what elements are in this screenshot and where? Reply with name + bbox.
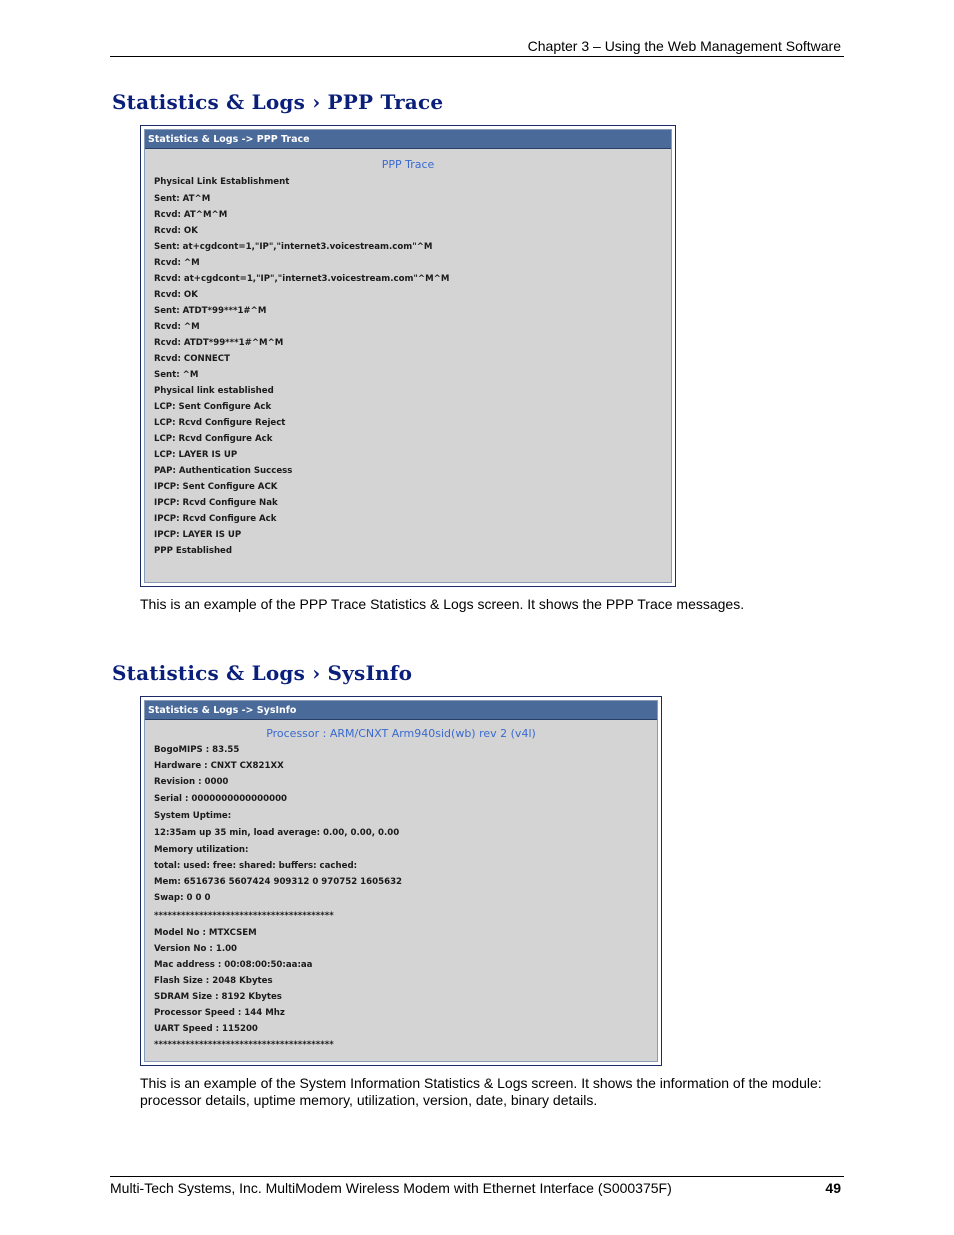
ppp-caption: This is an example of the PPP Trace Statistics & Logs screen. It shows the PPP Trace messages. [140, 596, 745, 612]
ppp-log-line: LCP: Rcvd Configure Reject [154, 418, 286, 428]
ppp-log-line: Sent: ^M [154, 370, 199, 380]
page-number: 49 [825, 1180, 841, 1196]
ppp-log-line: LCP: Sent Configure Ack [154, 402, 272, 412]
footer-company: Multi-Tech Systems, Inc. MultiModem Wireless Modem with Ethernet Interface (S000375F) [110, 1180, 672, 1196]
ppp-log-line: Sent: at+cgdcont=1,"IP","internet3.voicestream.com"^M [154, 242, 433, 252]
ppp-log-line: IPCP: Rcvd Configure Nak [154, 498, 278, 508]
sysinfo-panel [144, 700, 658, 1062]
ppp-log-line: Rcvd: AT^M^M [154, 210, 228, 220]
sysinfo-screenshot [140, 696, 662, 1066]
ppp-log-line: LCP: Rcvd Configure Ack [154, 434, 273, 444]
ppp-log-line: PPP Established [154, 546, 233, 556]
ppp-log-line: Rcvd: ^M [154, 322, 200, 332]
ppp-log-line: Physical Link Establishment [154, 177, 290, 187]
sysinfo-log-line: Swap: 0 0 0 [154, 893, 211, 903]
sysinfo-log-line: UART Speed : 115200 [154, 1024, 258, 1034]
sysinfo-log-line: Revision : 0000 [154, 777, 229, 787]
ppp-log-line: Rcvd: OK [154, 226, 198, 236]
ppp-log-line: Rcvd: OK [154, 290, 198, 300]
ppp-log-line: Rcvd: ^M [154, 258, 200, 268]
ppp-panel-titlebar: Statistics & Logs -> PPP Trace [145, 130, 671, 149]
ppp-log-line: LCP: LAYER IS UP [154, 450, 238, 460]
sysinfo-panel-titlebar: Statistics & Logs -> SysInfo [145, 701, 657, 720]
ppp-log-line: Rcvd: at+cgdcont=1,"IP","internet3.voicestream.com"^M^M [154, 274, 450, 284]
footer-divider [110, 1176, 844, 1177]
sysinfo-log-line: Model No : MTXCSEM [154, 928, 257, 938]
ppp-log-line: Physical link established [154, 386, 274, 396]
sysinfo-log-line: Hardware : CNXT CX821XX [154, 761, 284, 771]
ppp-log-line: IPCP: Rcvd Configure Ack [154, 514, 277, 524]
ppp-section-title: Statistics & Logs › PPP Trace [112, 90, 444, 114]
sysinfo-log-line: Memory utilization: [154, 845, 249, 855]
ppp-log-line: PAP: Authentication Success [154, 466, 293, 476]
sysinfo-log-line: 12:35am up 35 min, load average: 0.00, 0.00, 0.00 [154, 828, 400, 838]
ppp-log-line: IPCP: Sent Configure ACK [154, 482, 278, 492]
ppp-log-line: IPCP: LAYER IS UP [154, 530, 242, 540]
sysinfo-log-line: Mac address : 00:08:00:50:aa:aa [154, 960, 313, 970]
sysinfo-log-line: Processor Speed : 144 Mhz [154, 1008, 285, 1018]
ppp-log-line: Sent: AT^M [154, 194, 211, 204]
sysinfo-log-line: total: used: free: shared: buffers: cached: [154, 861, 358, 871]
sysinfo-log-line: Flash Size : 2048 Kbytes [154, 976, 273, 986]
sysinfo-log-line: Mem: 6516736 5607424 909312 0 970752 1605632 [154, 877, 403, 887]
sysinfo-caption: This is an example of the System Information Statistics & Logs screen. It shows the information of the module: processor details, uptime memory, utilization, version, date, binary details. [140, 1075, 822, 1108]
ppp-log-line: Rcvd: ATDT*99***1#^M^M [154, 338, 284, 348]
chapter-header: Chapter 3 – Using the Web Management Software [527, 38, 841, 54]
sysinfo-log-line: SDRAM Size : 8192 Kbytes [154, 992, 282, 1002]
header-divider [110, 56, 844, 57]
sysinfo-log-line: BogoMIPS : 83.55 [154, 745, 240, 755]
ppp-log-line: Sent: ATDT*99***1#^M [154, 306, 267, 316]
sysinfo-log-line: Version No : 1.00 [154, 944, 238, 954]
ppp-log-line: Rcvd: CONNECT [154, 354, 230, 364]
sysinfo-log-line: Serial : 0000000000000000 [154, 794, 288, 804]
ppp-trace-screenshot [140, 125, 676, 587]
sysinfo-log-line: **************************************** [154, 911, 334, 921]
sysinfo-log-line: System Uptime: [154, 811, 232, 821]
ppp-trace-panel [144, 129, 672, 583]
ppp-trace-log [154, 173, 449, 559]
sysinfo-log [154, 742, 402, 1053]
sysinfo-log-line: **************************************** [154, 1040, 334, 1050]
sysinfo-section-title: Statistics & Logs › SysInfo [112, 661, 413, 685]
sysinfo-panel-heading: Processor : ARM/CNXT Arm940sid(wb) rev 2 (v4l) [266, 727, 536, 740]
ppp-panel-heading: PPP Trace [381, 158, 435, 171]
